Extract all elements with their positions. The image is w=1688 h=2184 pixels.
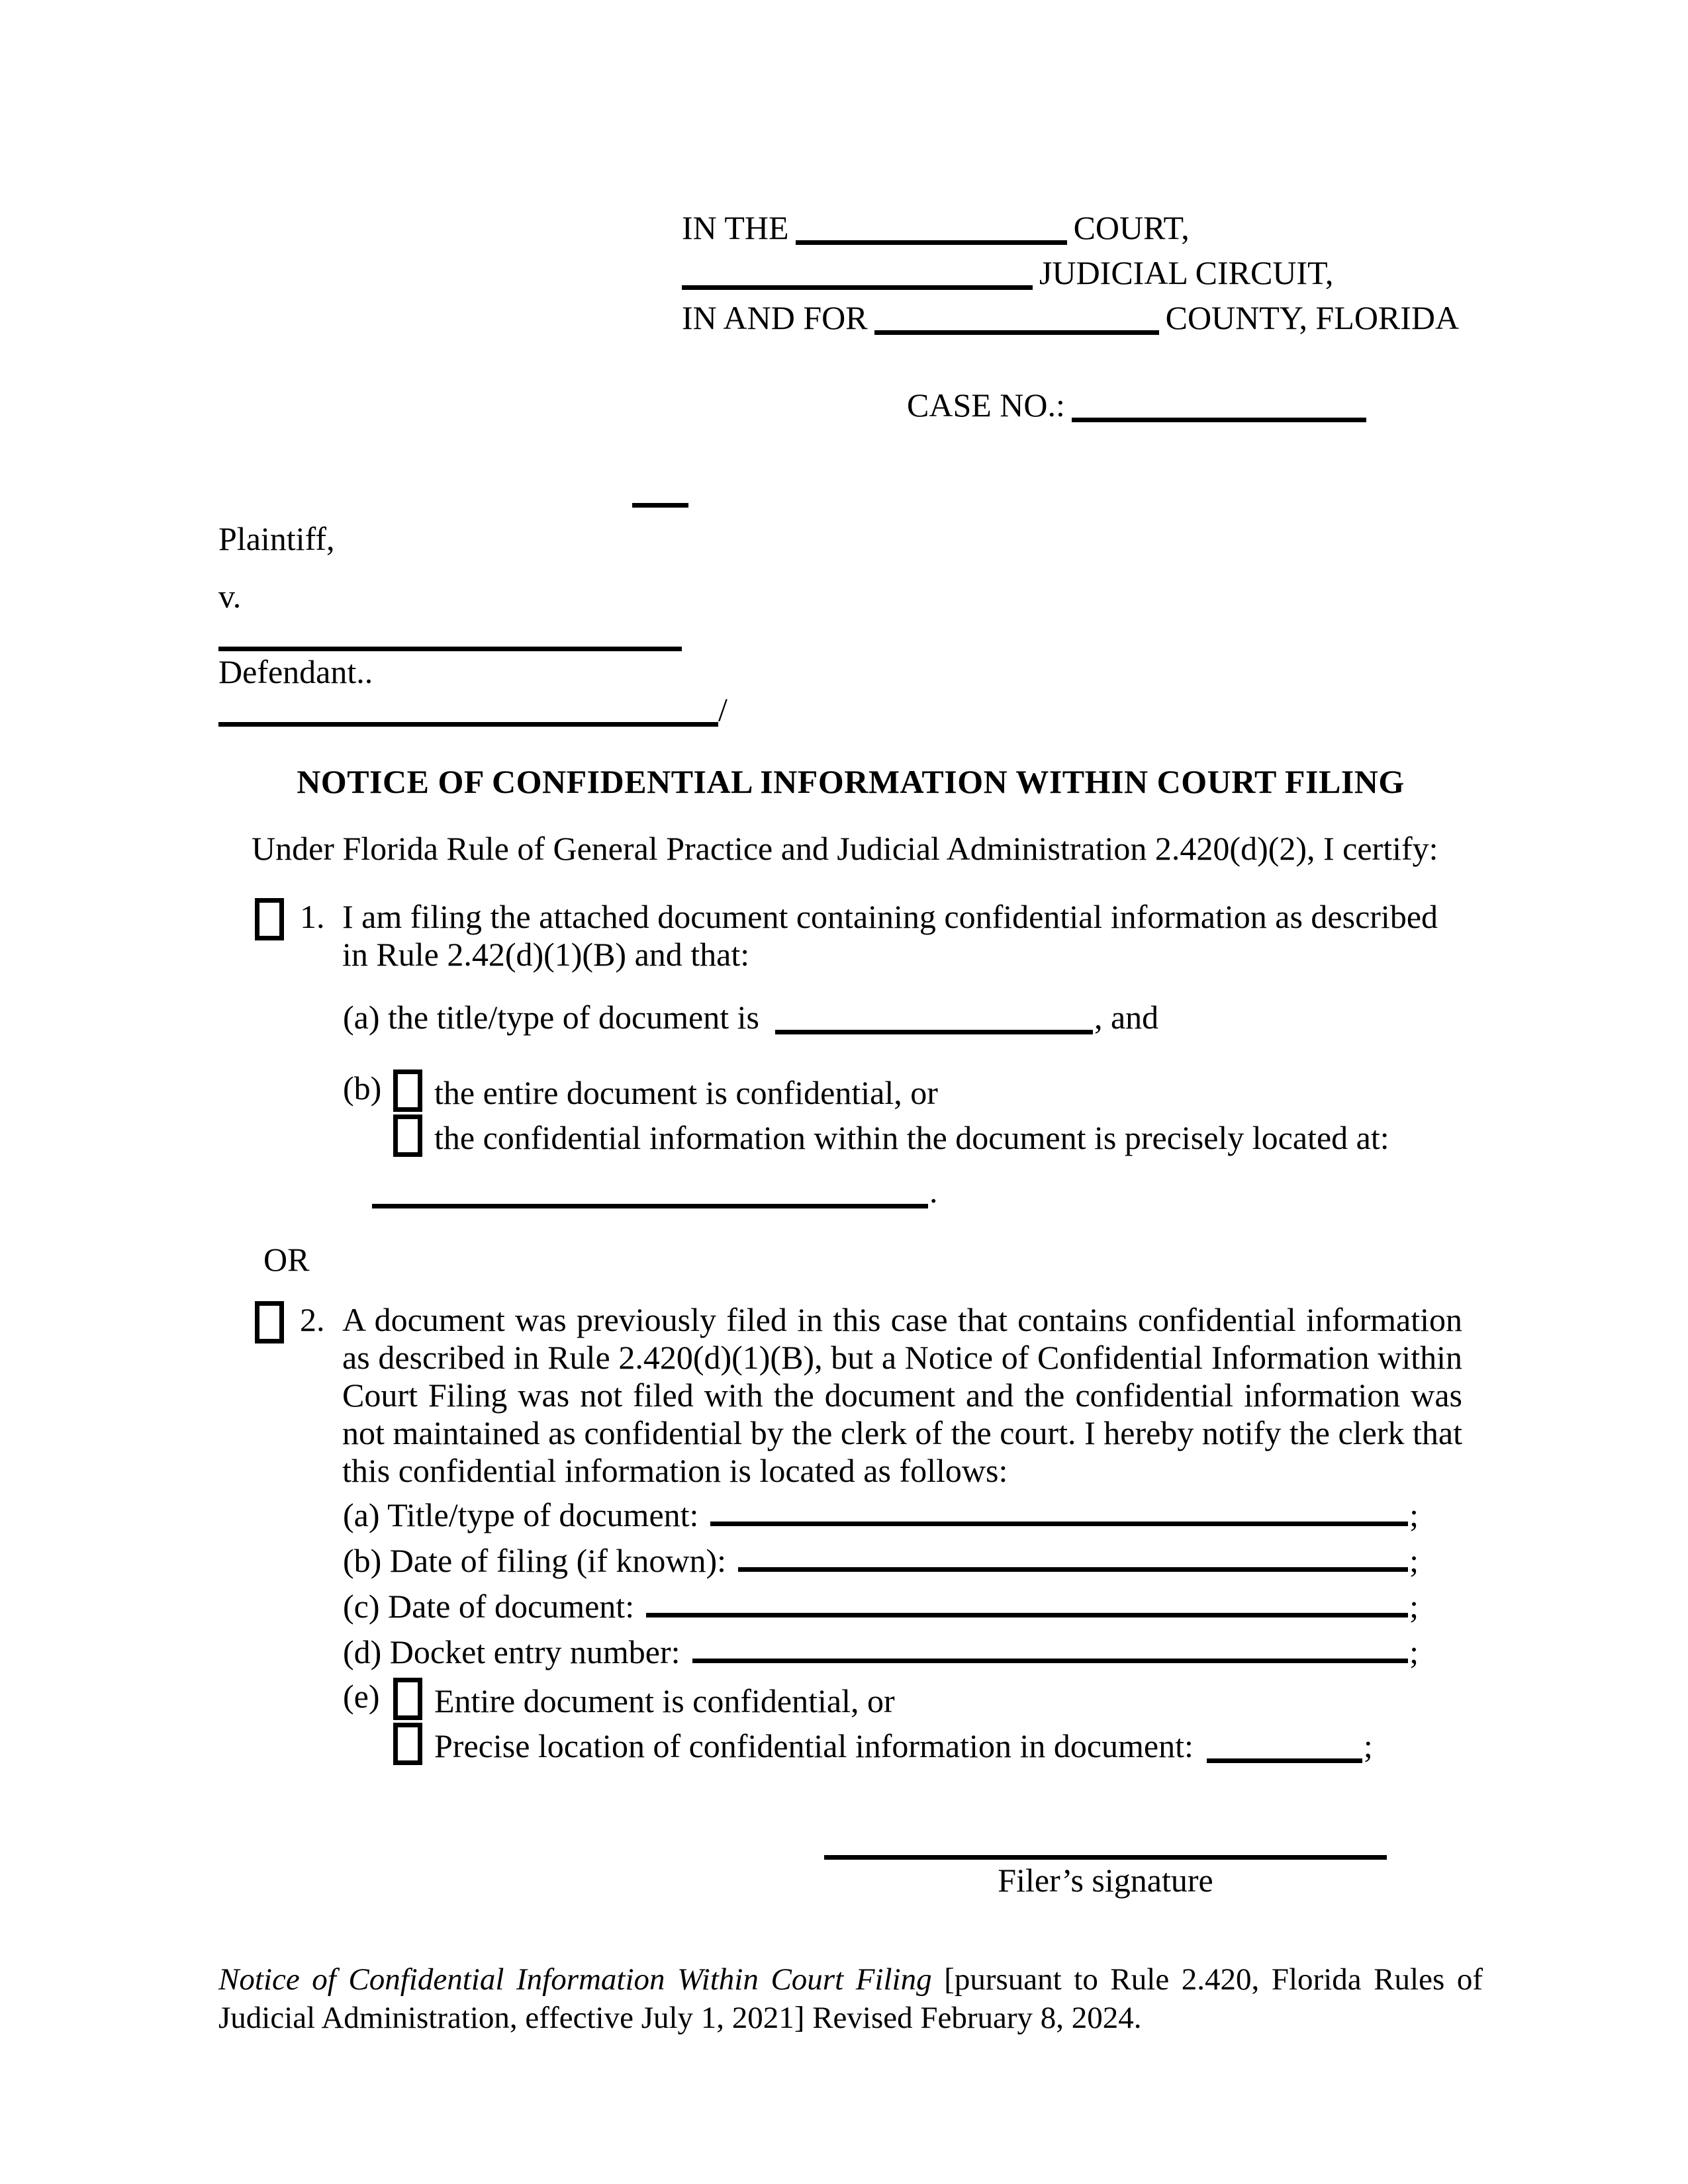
item1-sub-b — [218, 1069, 1483, 1160]
item2-sub-e — [218, 1678, 1483, 1768]
judicial-circuit-blank[interactable] — [682, 261, 1033, 290]
item1-location-blank[interactable] — [372, 1180, 928, 1208]
item1-b-option2-row — [391, 1115, 1483, 1160]
plaintiff-name-row — [632, 472, 1483, 510]
item2-c-label: (c) Date of document: — [343, 1588, 635, 1625]
item2-sub-a — [343, 1495, 1419, 1534]
case-number-blank[interactable] — [1072, 394, 1366, 422]
item2-e-option1-label: Entire document is confidential, or — [434, 1682, 895, 1719]
certify-intro: Under Florida Rule of General Practice and Judicial Administration 2.420(d)(2), I certify: — [252, 830, 1438, 867]
party-separator-line — [218, 698, 718, 727]
court-name-blank[interactable] — [796, 216, 1067, 245]
item2-b-semicolon: ; — [1409, 1542, 1419, 1579]
item1-b-option2-label: the confidential information within the document is precisely located at: — [434, 1119, 1389, 1156]
item2-e-label: (e) — [343, 1678, 380, 1715]
item1-number: 1. — [300, 898, 325, 935]
separator-slash: / — [718, 691, 727, 728]
signature-line-row — [824, 1824, 1483, 1862]
item2-b-blank[interactable] — [738, 1541, 1408, 1572]
item2-precise-location-checkbox[interactable] — [393, 1723, 422, 1765]
item1-entire-confidential-checkbox[interactable] — [393, 1069, 422, 1112]
item2-e-semicolon: ; — [1363, 1727, 1373, 1764]
item1-b-option1-row — [391, 1069, 1483, 1115]
item2-c-semicolon: ; — [1409, 1588, 1419, 1625]
in-the-label: IN THE — [682, 209, 789, 246]
item2-sub-d — [343, 1632, 1419, 1671]
item2-b-label: (b) Date of filing (if known): — [343, 1542, 727, 1579]
item-2 — [218, 1301, 1483, 1490]
judicial-circuit-label: JUDICIAL CIRCUIT, — [1039, 254, 1334, 291]
item1-doc-title-blank[interactable] — [775, 1006, 1093, 1034]
item2-sub-b — [343, 1541, 1419, 1580]
footer-note — [218, 1960, 1483, 2037]
item2-a-semicolon: ; — [1409, 1496, 1419, 1533]
item2-e-options — [391, 1678, 1483, 1768]
item2-d-label: (d) Docket entry number: — [343, 1633, 680, 1670]
item2-sub-c — [343, 1586, 1419, 1625]
item2-e-option1-row — [391, 1678, 1483, 1723]
defendant-name-blank[interactable] — [218, 623, 682, 651]
signature-caption: Filer’s signature — [998, 1862, 1213, 1899]
item2-e-option2-row — [391, 1723, 1483, 1768]
item1-text: I am filing the attached document containing confidential information as described in Rule 2.42(d)(1)(B) and that: — [342, 898, 1438, 973]
item2-a-blank[interactable] — [710, 1495, 1408, 1526]
footer-form-name: Notice of Confidential Information Within Court Filing — [218, 1962, 932, 1997]
item1-location-period: . — [929, 1173, 938, 1210]
in-and-for-label: IN AND FOR — [682, 299, 868, 336]
item1-b-option1-label: the entire document is confidential, or — [434, 1074, 938, 1111]
item2-d-blank[interactable] — [692, 1632, 1409, 1663]
footer-rule-reference: [pursuant to Rule 2.420, Florida Rules of Judicial Administration, effective July 1, 2021] Revised February 8, 2024. — [218, 1962, 1483, 2035]
item2-e-option2-label: Precise location of confidential information in document: — [434, 1727, 1194, 1764]
defendant-name-row — [218, 615, 1483, 653]
defendant-label: Defendant.. — [218, 653, 373, 690]
item1-b-label: (b) — [343, 1069, 382, 1107]
court-line-3 — [682, 295, 1483, 340]
item2-d-semicolon: ; — [1409, 1633, 1419, 1670]
or-label: OR — [263, 1241, 310, 1278]
party-separator-row — [218, 691, 1483, 729]
item2-number: 2. — [300, 1301, 325, 1338]
plaintiff-label-row — [218, 520, 1483, 558]
item2-c-blank[interactable] — [646, 1586, 1408, 1617]
form-title: NOTICE OF CONFIDENTIAL INFORMATION WITHIN COURT FILING — [297, 763, 1405, 800]
item2-entire-confidential-checkbox[interactable] — [393, 1678, 422, 1720]
item2-checkbox[interactable] — [255, 1301, 284, 1343]
item2-text: A document was previously filed in this case that contains confidential information as described in Rule 2.420(d)(1)(B), but a Notice of Confidential Information within Court Filing was not filed with the document and the confidential information was not maintained as confidential by the clerk of the court. I hereby notify the clerk that this confidential information is located as follows: — [342, 1301, 1462, 1489]
plaintiff-label: Plaintiff, — [218, 520, 335, 557]
item1-checkbox[interactable] — [255, 898, 284, 940]
item1-a-label: (a) the title/type of document is — [343, 999, 759, 1036]
item1-a-suffix: , and — [1094, 999, 1159, 1036]
county-florida-label: COUNTY, FLORIDA — [1165, 299, 1460, 336]
item-1 — [218, 898, 1483, 974]
court-caption — [682, 205, 1483, 340]
versus-row — [218, 578, 1483, 615]
defendant-label-row — [218, 653, 1483, 691]
court-line-1 — [682, 205, 1483, 250]
item1-location-row — [372, 1173, 1483, 1210]
case-no-label: CASE NO.: — [907, 387, 1065, 424]
item1-b-options — [391, 1069, 1483, 1160]
case-number-row — [907, 387, 1483, 424]
county-blank[interactable] — [874, 306, 1159, 335]
item2-e-location-blank[interactable] — [1207, 1735, 1362, 1763]
court-label: COURT, — [1073, 209, 1190, 246]
item1-precisely-located-checkbox[interactable] — [393, 1115, 422, 1157]
versus-label: v. — [218, 578, 242, 615]
item1-sub-a — [343, 999, 1483, 1036]
filer-signature-blank[interactable] — [824, 1831, 1387, 1860]
court-line-2 — [682, 250, 1483, 295]
item2-a-label: (a) Title/type of document: — [343, 1496, 699, 1533]
plaintiff-name-blank[interactable] — [632, 479, 688, 508]
